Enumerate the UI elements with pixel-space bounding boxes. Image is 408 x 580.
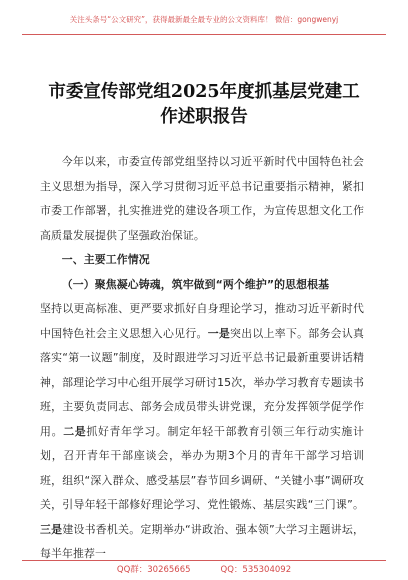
document-title [40,80,368,130]
qq-group: QQ群：30265665 [116,565,191,575]
title-line-2: 作述职报告 [160,107,248,127]
subsection-heading: （一）聚焦凝心铸魂，筑牢做到“两个维护”的思想根基 [61,277,330,291]
document-body [40,150,364,567]
section-heading: 一、主要工作情况 [61,253,150,266]
paragraph-text: 建设书香机关。定期举办“讲政治、强本领”大学习主题讲坛，每半年推荐一 [40,522,364,560]
lead-phrase: 二是 [63,424,87,438]
page-footer [0,563,408,575]
qq-contact: QQ：535304092 [220,565,292,575]
page-header: 关注头条号“公文研究”，获得最新最全最专业的公文资料库！ 微信：gongwenyj [69,15,339,24]
lead-phrase: 三是 [40,522,63,536]
header-divider [22,34,386,35]
paragraph-text: 坚持以更高标准、更严要求抓好自身理论学习，推动习近平新时代中国特色社会主义思想入心见行。 [40,302,364,340]
lead-phrase: 一是 [207,326,231,340]
paragraph-text: 抓好青年学习。制定年轻干部教育引领三年行动实施计划，召开青年干部座谈会，举办为期3个月的青年干部学习培训班，组织“深入群众、感受基层”春节回乡调研、“关键小事”调研攻关，引导年轻干部修好理论学习、党性锻炼、基层实践“三门课”。 [40,424,364,511]
title-line-1: 市委宣传部党组2025年度抓基层党建工 [48,82,360,102]
paragraph-text: 突出以上率下。部务会认真落实“第一议题”制度，及时跟进学习习近平总书记最新重要讲话精神，部理论学习中心组开展学习研讨15次，举办学习教育专题读书班，主要负责同志、部务会成员带头讲党课，充分发挥领学促学作用。 [40,326,364,438]
body-paragraph [40,297,364,567]
intro-paragraph: 今年以来，市委宣传部党组坚持以习近平新时代中国特色社会主义思想为指导，深入学习贯彻习近平总书记重要指示精神，紧扣市委工作部署，扎实推进党的建设各项工作，为宣传思想文化工作高质量发展提供了坚强政治保证。 [40,155,364,242]
footer-divider [22,560,386,561]
